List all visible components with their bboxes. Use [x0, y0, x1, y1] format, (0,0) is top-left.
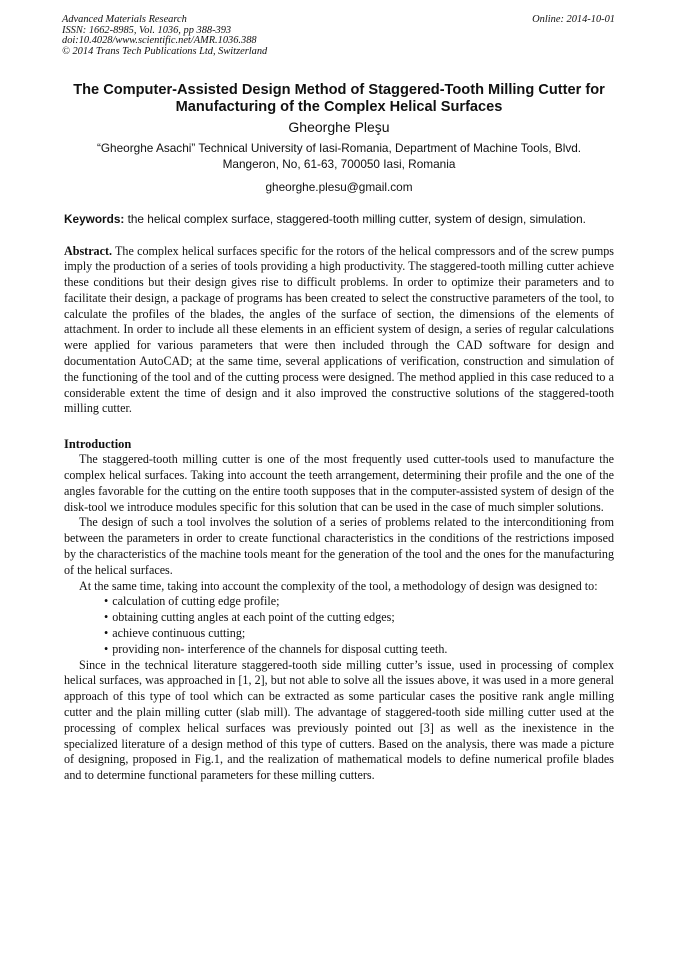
list-item: • calculation of cutting edge profile;: [104, 594, 614, 610]
intro-paragraph-1: The staggered-tooth milling cutter is one of the most frequently used cutter-tools used to manufacture the complex helical surfaces. Taking into account the teeth arrangement, determining their profile and the one of the angles favorable for the cutting on the entire tooth supposes that in the computer-assisted system of design of the disk-tool we introduce modules specific for this solution that can be used in the case of much simpler solutions.: [64, 452, 614, 514]
intro-paragraph-4: Since in the technical literature staggered-tooth side milling cutter’s issue, used in processing of complex helical surfaces, was approached in [1, 2], but not able to solve all the issues above, it was used in a more general approach of this type of tool which can be extracted as some particular cases the positive rank angle milling cutter and the plain milling cutter (slab mill). The advantage of staggered-tooth side milling cutter used at the processing of complex helical surfaces was previously pointed out [3] as well as the inexistence in the specialized literature of a design method of this type of cutters. Based on the analysis, there was made a picture of designing, proposed in Fig.1, and the realization of mathematical models to define numerical profile blades and to determine functional parameters for these milling cutters.: [64, 657, 614, 783]
paper-body: [64, 82, 614, 784]
list-item: • providing non- interference of the channels for disposal cutting teeth.: [104, 642, 614, 658]
paper-title: The Computer-Assisted Design Method of Staggered-Tooth Milling Cutter for Manufacturing of the Complex Helical Surfaces: [73, 82, 605, 115]
abstract-label: Abstract.: [64, 243, 113, 258]
introduction-heading: Introduction: [64, 437, 132, 452]
author-name: Gheorghe Pleşu: [288, 119, 390, 135]
keywords-text: the helical complex surface, staggered-tooth milling cutter, system of design, simulation.: [127, 212, 586, 226]
author-email: gheorghe.plesu@gmail.com: [265, 180, 413, 194]
keywords-block: [64, 212, 614, 228]
abstract-block: [64, 244, 614, 418]
doi-line: doi:10.4028/www.scientific.net/AMR.1036.388: [62, 35, 257, 47]
intro-paragraph-2: The design of such a tool involves the solution of a series of problems related to the interconditioning from between the parameters in order to create functional characteristics in the conditions of the restrictions imposed by the characteristics of the machine tools meant for the generation of the tool and the ones for the manufacturing of the helical surfaces.: [64, 515, 614, 577]
list-item: • achieve continuous cutting;: [104, 626, 614, 642]
journal-name: Advanced Materials Research: [62, 14, 187, 25]
abstract-text: The complex helical surfaces specific for the rotors of the helical compressors and of the screw pumps imply the production of a series of tools providing a high productivity. The staggered-tooth milling cutter achieve these conditions but their design gives rise to difficult problems. In order to optimize their parameters and to facilitate their design, a package of programs has been created to select the constructive parameters of the tool, to calculate the profiles of the blades, the angles of the surface of section, the dimensions of the elements of attachment. In order to include all these elements in an efficient system of design, a series of regular calculations were applied for various parameters that were then included through the CAD software for design and documentation AutoCAD; at the same time, several applications of verification, construction and simulation of the functioning of the tool and of the cutting process were designed. The method applied in this case reduced to a considerable extent the time of design and it also improved the constructive solutions of the staggered-tooth milling cutter.: [64, 243, 614, 416]
author-affiliation: “Gheorghe Asachi” Technical University of Iasi-Romania, Department of Machine Tools, Blvd. Mangeron, No, 61-63, 700050 Iasi, Romania: [96, 141, 582, 171]
list-item: • obtaining cutting angles at each point of the cutting edges;: [104, 610, 614, 626]
online-date: Online: 2014-10-01: [532, 14, 615, 25]
keywords-label: Keywords:: [64, 212, 125, 226]
issn-line: ISSN: 1662-8985, Vol. 1036, pp 388-393: [62, 24, 232, 36]
intro-paragraph-3: At the same time, taking into account the complexity of the tool, a methodology of design was designed to:: [79, 578, 598, 593]
copyright-line: © 2014 Trans Tech Publications Ltd, Switzerland: [62, 45, 268, 57]
journal-header: [62, 15, 267, 57]
methodology-list: [64, 594, 614, 657]
